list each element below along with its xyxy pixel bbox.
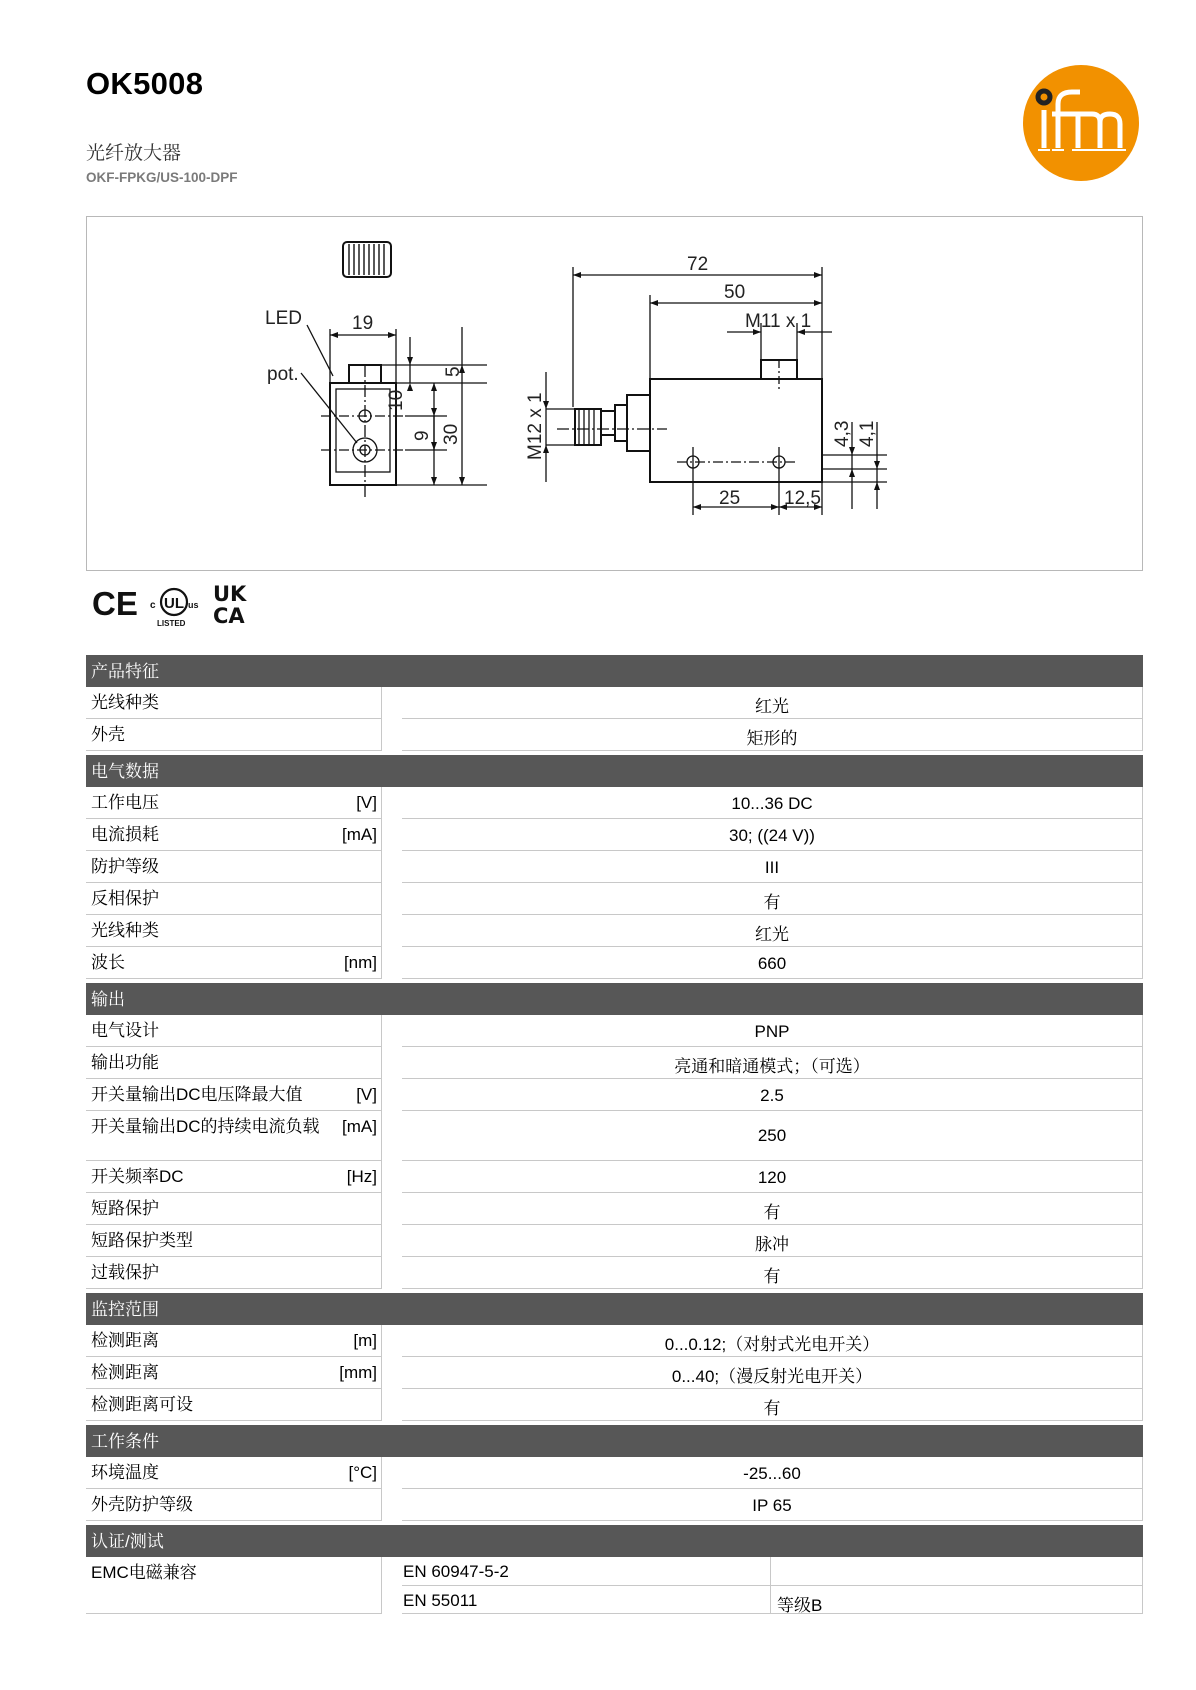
row-value: IP 65 [402, 1489, 1143, 1521]
section-header: 电气数据 [86, 755, 1143, 787]
table-row [86, 947, 1143, 979]
row-value: 250 [402, 1111, 1143, 1161]
row-unit [371, 888, 377, 910]
emc-standard-note [771, 1557, 1143, 1586]
row-label: 短路保护 [91, 1199, 159, 1218]
label-led: LED [265, 308, 302, 329]
row-label: 开关量输出DC的持续电流负载 [91, 1117, 320, 1136]
svg-text:LISTED: LISTED [157, 619, 186, 628]
emc-standard: EN 60947-5-2 [402, 1557, 771, 1586]
table-row [86, 1257, 1143, 1289]
row-value: 红光 [402, 687, 1143, 719]
table-row [86, 1457, 1143, 1489]
certification-marks [92, 580, 262, 630]
row-value: 0...40;（漫反射光电开关） [402, 1357, 1143, 1389]
table-row [86, 1325, 1143, 1357]
row-value: -25...60 [402, 1457, 1143, 1489]
row-unit: [V] [356, 793, 377, 812]
table-row [86, 1357, 1143, 1389]
ifm-logo [1022, 64, 1140, 182]
row-value: 有 [402, 883, 1143, 915]
dim-19: 19 [352, 313, 374, 334]
row-unit [371, 1494, 377, 1516]
row-label: 开关频率DC [91, 1167, 184, 1186]
table-row [86, 719, 1143, 751]
table-row [86, 851, 1143, 883]
section-header: 认证/测试 [86, 1525, 1143, 1557]
table-row [86, 1489, 1143, 1521]
row-unit [371, 1020, 377, 1042]
row-unit: [Hz] [346, 1167, 377, 1186]
table-row [86, 1225, 1143, 1257]
dimension-drawing [86, 216, 1143, 571]
row-label: 检测距离 [91, 1363, 159, 1382]
row-label: 电气设计 [91, 1021, 159, 1040]
section-header: 监控范围 [86, 1293, 1143, 1325]
dim-10: 10 [386, 389, 407, 411]
table-row [86, 1079, 1143, 1111]
row-unit [371, 1198, 377, 1220]
spec-table [86, 655, 1143, 1614]
product-title: OK5008 [86, 66, 204, 101]
product-subtitle: 光纤放大器 [86, 143, 182, 164]
table-row [86, 1015, 1143, 1047]
row-value: 660 [402, 947, 1143, 979]
table-row [86, 883, 1143, 915]
row-label: 短路保护类型 [91, 1231, 193, 1250]
row-value: 脉冲 [402, 1225, 1143, 1257]
dim-5: 5 [443, 366, 464, 377]
row-unit [371, 692, 377, 714]
ul-listed-mark-icon [150, 589, 199, 628]
row-unit: [°C] [348, 1463, 377, 1482]
table-row [86, 1161, 1143, 1193]
row-value: 矩形的 [402, 719, 1143, 751]
row-unit [371, 920, 377, 942]
row-unit: [nm] [343, 953, 377, 972]
dim-25: 25 [719, 488, 741, 509]
row-unit: [mA] [342, 825, 377, 844]
dim-9: 9 [412, 430, 433, 441]
row-value: 30; ((24 V)) [402, 819, 1143, 851]
row-unit: [V] [356, 1085, 377, 1104]
row-value: 2.5 [402, 1079, 1143, 1111]
row-value: 有 [402, 1389, 1143, 1421]
dim-m11: M11 x 1 [745, 311, 812, 332]
section-header: 输出 [86, 983, 1143, 1015]
row-label: 防护等级 [91, 857, 159, 876]
table-row [86, 1111, 1143, 1161]
svg-text:c: c [150, 600, 156, 611]
dim-30: 30 [441, 423, 462, 445]
row-value: 有 [402, 1193, 1143, 1225]
section-header: 产品特征 [86, 655, 1143, 687]
dimension-drawing-svg [87, 217, 1142, 570]
svg-text:UL: UL [164, 595, 184, 612]
table-row [86, 687, 1143, 719]
row-value: 亮通和暗通模式；（可选） [402, 1047, 1143, 1079]
row-value: 120 [402, 1161, 1143, 1193]
row-value: PNP [402, 1015, 1143, 1047]
table-row [86, 1047, 1143, 1079]
dim-m12: M12 x 1 [525, 392, 546, 460]
row-label: 开关量输出DC电压降最大值 [91, 1085, 303, 1104]
row-unit: [mA] [342, 1117, 377, 1136]
svg-text:us: us [188, 600, 199, 610]
row-label: 检测距离可设 [91, 1395, 193, 1414]
row-unit [371, 1230, 377, 1252]
row-value: 红光 [402, 915, 1143, 947]
ce-mark-icon: CE [92, 585, 138, 622]
dim-50: 50 [724, 282, 746, 303]
row-unit [371, 856, 377, 878]
row-label: 外壳 [91, 725, 125, 744]
dim-72: 72 [687, 254, 709, 275]
row-unit: [m] [353, 1331, 377, 1350]
table-row [86, 819, 1143, 851]
svg-text:UK: UK [213, 582, 247, 606]
row-label: EMC电磁兼容 [86, 1557, 382, 1614]
dim-4-1: 4,1 [857, 420, 878, 447]
row-unit [371, 1262, 377, 1284]
row-label: 光线种类 [91, 693, 159, 712]
table-row [86, 915, 1143, 947]
row-unit [371, 1052, 377, 1074]
emc-standard: EN 55011 [402, 1586, 771, 1614]
label-pot: pot. [267, 364, 299, 385]
row-value: 0...0.12;（对射式光电开关） [402, 1325, 1143, 1357]
row-unit [371, 724, 377, 746]
table-row [86, 787, 1143, 819]
table-row [86, 1193, 1143, 1225]
emc-standard-note: 等级B [771, 1586, 1143, 1614]
row-label: 反相保护 [91, 889, 159, 908]
ukca-mark-icon [213, 582, 247, 628]
row-unit: [mm] [339, 1363, 377, 1382]
row-unit [371, 1394, 377, 1416]
row-label: 环境温度 [91, 1463, 159, 1482]
table-row [86, 1557, 1143, 1614]
row-value: 10...36 DC [402, 787, 1143, 819]
row-value: 有 [402, 1257, 1143, 1289]
row-label: 输出功能 [91, 1053, 159, 1072]
row-value: III [402, 851, 1143, 883]
row-label: 外壳防护等级 [91, 1495, 193, 1514]
row-label: 电流损耗 [91, 825, 159, 844]
row-label: 过载保护 [91, 1263, 159, 1282]
svg-text:CA: CA [213, 604, 245, 628]
row-label: 工作电压 [91, 793, 159, 812]
section-header: 工作条件 [86, 1425, 1143, 1457]
dim-4-3: 4,3 [832, 420, 853, 447]
row-label: 波长 [91, 953, 125, 972]
table-row [86, 1389, 1143, 1421]
row-label: 光线种类 [91, 921, 159, 940]
dim-12-5: 12,5 [784, 488, 821, 509]
row-label: 检测距离 [91, 1331, 159, 1350]
product-code: OKF-FPKG/US-100-DPF [86, 170, 238, 185]
